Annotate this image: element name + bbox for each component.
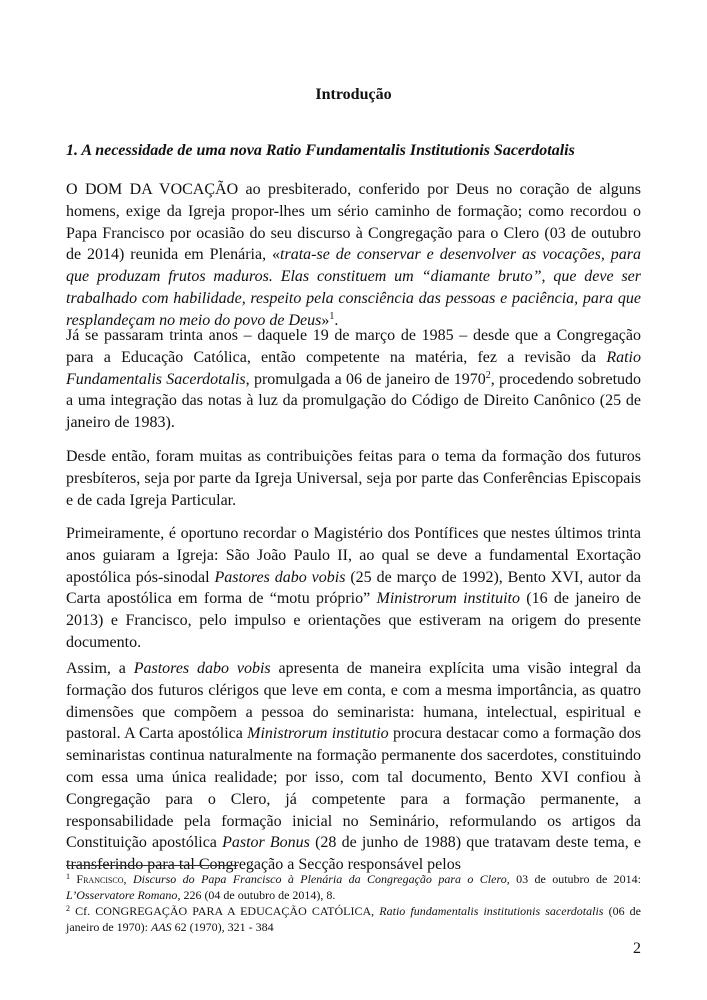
- paragraph-magisterium: Primeiramente, é oportuno recordar o Magistério dos Pontífices que nestes últimos trinta anos guiaram a Igreja: São João Paulo II, ao qual se deve a fundamental Exortação apostólica pós-sinodal Pastores dabo vobis (25 de março de 1992), Bento XVI, autor da Carta apostólica em forma de “motu próprio” Ministrorum instituito (16 de janeiro de 2013) e Francisco, pelo impulso e orientações que estiveram na origem do presente documento.: [66, 525, 642, 651]
- paragraph-vocation: O DOM DA VOCAÇÃO ao presbiterado, conferido por Deus no coração de alguns homens, exige da Igreja propor-lhes um sério caminho de formação; como recordou o Papa Francisco por ocasião do seu discurso à Congregação para o Clero (03 de outubro de 2014) reunida em Plenária, «trata-se de conservar e desenvolver as vocações, para que produzam frutos maduros. Elas constituem um “diamante bruto”, que deve ser trabalhado com habilidade, respeito pela consciência das pessoas e paciência, para que resplandeçam no meio do povo de Deus»$^1$.: [66, 181, 642, 329]
- footnote-1: $^1$ Francisco, Discurso do Papa Francisco à Plenária da Congregação para o Clero, 03 de outubro de 2014: L’Osservatore Romano, 226 (04 de outubro de 2014), 8.: [66, 872, 642, 902]
- quote-francisco: trata-se de conservar e desenvolver as vocações, para que produzam frutos maduros. Elas constituem um “diamante bruto”, que deve ser trabalhado com habilidade, respeito pela consciência das pessoas e paciência, para que resplandeçam no meio do povo de Deus: [66, 246, 642, 329]
- footnotes: [66, 871, 641, 935]
- page-number: 2: [633, 940, 641, 957]
- footnote-ref-1[interactable]: 1: [329, 310, 335, 322]
- paragraph-pastores-dabo-vobis: Assim, a Pastores dabo vobis apresenta de maneira explícita uma visão integral da formação dos futuros clérigos que leve em conta, e com a mesma importância, as quatro dimensões que compõem a pessoa do seminarista: humana, intelectual, espiritual e pastoral. A Carta apostólica Ministrorum institutio procura destacar como a formação dos seminaristas continua naturalmente na formação permanente dos sacerdotes, constituindo com essa uma única realidade; por isso, com tal documento, Bento XVI confiou à Congregação para o Clero, já competente para a formação permanente, a responsabilidade pela formação inicial no Seminário, reformulando os artigos da Constituição apostólica Pastor Bonus (28 de junho de 1988) que tratavam deste tema, e transferindo para tal Congregação a Secção responsável pelos: [66, 660, 642, 874]
- footnote-divider: [66, 865, 238, 866]
- footnote-2: $^2$ Cf. CONGREGAÇÃO PARA A EDUCAÇÃO CATÓLICA, Ratio fundamentalis institutionis sacerdotalis (06 de janeiro de 1970): AAS 62 (1970), 321 - 384: [66, 904, 641, 934]
- paragraph-thirty-years: Já se passaram trinta anos – daquele 19 de março de 1985 – desde que a Congregação para a Educação Católica, então competente na matéria, fez a revisão da Ratio Fundamentalis Sacerdotalis, promulgada a 06 de janeiro de 1970$^2$, procedendo sobretudo a uma integração das notas à luz da promulgação do Código de Direito Canônico (25 de janeiro de 1983).: [66, 327, 642, 432]
- paragraph-contributions: Desde então, foram muitas as contribuições feitas para o tema da formação dos futuros presbíteros, seja por parte da Igreja Universal, seja por parte das Conferências Episcopais e de cada Igreja Particular.: [66, 448, 641, 509]
- page-title: Introdução: [315, 86, 392, 103]
- footnote-ref-2[interactable]: 2: [485, 369, 491, 381]
- section-heading: 1. A necessidade de uma nova Ratio Fundamentalis Institutionis Sacerdotalis: [66, 142, 575, 159]
